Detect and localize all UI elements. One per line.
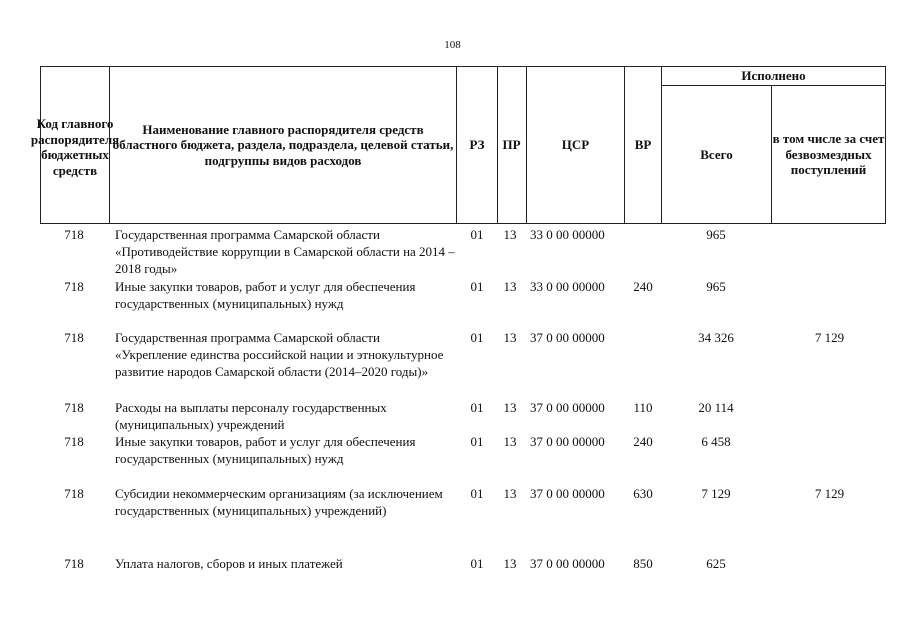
cell-name: Иные закупки товаров, работ и услуг для обеспечения государственных (муниципальных) нужд (115, 279, 416, 312)
cell-pr: 13 (503, 434, 517, 449)
cell-code: 718 (64, 400, 84, 415)
cell-csr: 33 0 00 00000 (530, 227, 605, 242)
cell-code: 718 (64, 279, 84, 294)
cell-code: 718 (64, 556, 84, 571)
cell-pr: 13 (503, 330, 517, 345)
cell-rz: 01 (470, 279, 484, 294)
cell-code: 718 (64, 330, 84, 345)
table-header (30, 66, 886, 224)
cell-rz: 01 (470, 400, 484, 415)
header-gratuitous: в том числе за счет безвозмездных поступлений (772, 131, 885, 178)
cell-csr: 33 0 00 00000 (530, 279, 605, 294)
cell-total: 34 326 (698, 330, 734, 345)
header-executed: Исполнено (741, 68, 806, 84)
cell-vr: 240 (633, 279, 653, 294)
cell-total: 625 (706, 556, 726, 571)
cell-total: 965 (706, 227, 726, 242)
cell-pr: 13 (503, 227, 517, 242)
header-vr: ВР (634, 137, 652, 153)
cell-gratuitous: 7 129 (814, 330, 845, 345)
cell-code: 718 (64, 486, 84, 501)
header-name: Наименование главного распорядителя средств областного бюджета, раздела, подраздела, целевой статьи, подгруппы видов расходов (112, 121, 454, 168)
cell-rz: 01 (470, 486, 484, 501)
cell-total: 965 (706, 279, 726, 294)
cell-name: Уплата налогов, сборов и иных платежей (115, 556, 343, 571)
header-total: Всего (700, 146, 733, 162)
cell-csr: 37 0 00 00000 (530, 400, 605, 415)
cell-name: Иные закупки товаров, работ и услуг для обеспечения государственных (муниципальных) нужд (115, 434, 416, 467)
cell-total: 20 114 (698, 400, 734, 415)
cell-vr: 110 (633, 400, 653, 415)
cell-csr: 37 0 00 00000 (530, 434, 605, 449)
cell-pr: 13 (503, 279, 517, 294)
cell-rz: 01 (470, 227, 484, 242)
cell-total: 6 458 (701, 434, 731, 449)
cell-pr: 13 (503, 400, 517, 415)
header-pr: ПР (502, 137, 521, 153)
cell-code: 718 (64, 434, 84, 449)
page-number: 108 (444, 39, 461, 51)
cell-rz: 01 (470, 330, 484, 345)
cell-csr: 37 0 00 00000 (530, 486, 605, 501)
cell-csr: 37 0 00 00000 (530, 556, 605, 571)
header-code: Код главного распорядителя бюджетных средств (30, 116, 120, 178)
cell-pr: 13 (503, 486, 517, 501)
cell-rz: 01 (470, 556, 484, 571)
cell-vr: 630 (633, 486, 653, 501)
cell-code: 718 (64, 227, 84, 242)
cell-vr: 850 (633, 556, 653, 571)
cell-total: 7 129 (701, 486, 731, 501)
cell-name: Государственная программа Самарской области «Укрепление единства российской нации и этнокультурное развитие народов Самарской области (2014–2020 годы)» (115, 330, 444, 380)
cell-rz: 01 (470, 434, 484, 449)
cell-gratuitous: 7 129 (814, 486, 845, 501)
cell-name: Государственная программа Самарской области «Противодействие коррупции в Самарской области на 2014 – 2018 годы» (115, 227, 455, 277)
header-csr: ЦСР (561, 137, 590, 153)
cell-csr: 37 0 00 00000 (530, 330, 605, 345)
cell-vr: 240 (633, 434, 653, 449)
header-rz: РЗ (469, 137, 485, 153)
cell-pr: 13 (503, 556, 517, 571)
cell-name: Субсидии некоммерческим организациям (за исключением государственных (муниципальных) учреждений) (115, 486, 443, 519)
cell-name: Расходы на выплаты персоналу государственных (муниципальных) учреждений (115, 400, 387, 433)
